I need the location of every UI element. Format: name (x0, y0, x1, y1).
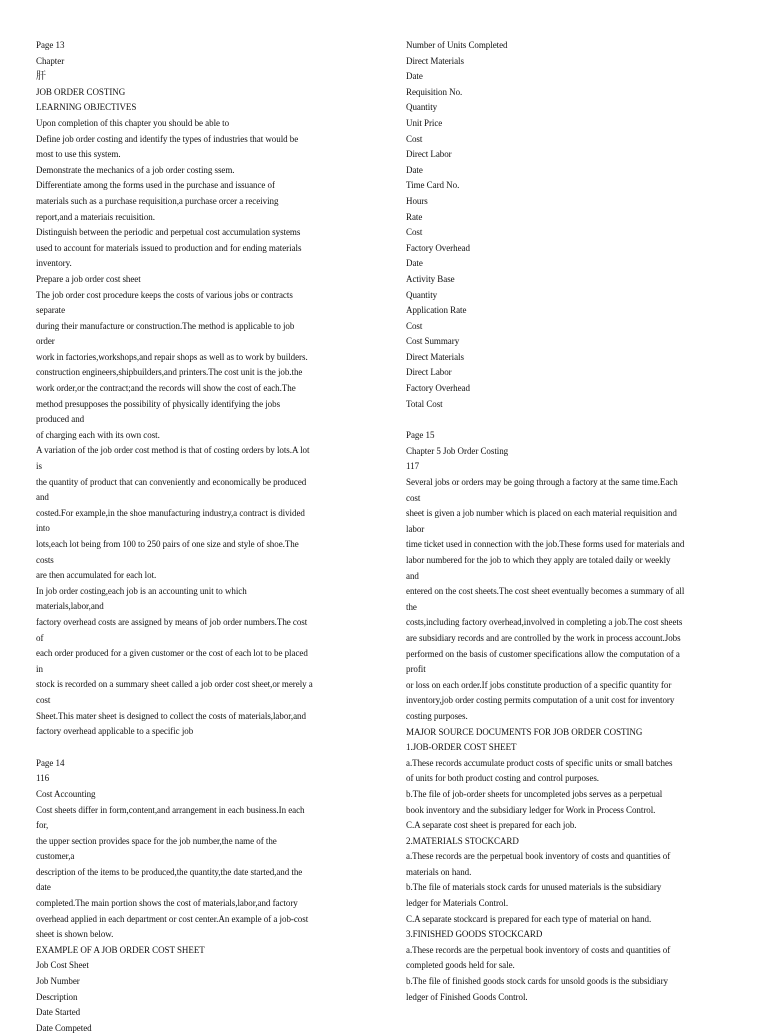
cost-sheet-field: Cost (406, 133, 423, 144)
cost-sheet-field: Activity Base (406, 273, 455, 284)
text-line: labor numbered for the job to which they apply are totaled daily or weekly (406, 555, 671, 565)
text-line: A variation of the job order cost method is that of costing orders by lots.A lot (36, 445, 310, 456)
text-line: Page 15 (406, 430, 435, 441)
text-line: into (36, 523, 50, 534)
text-line: of (36, 632, 44, 643)
text-line: Description (36, 991, 78, 1002)
text-line: profit (406, 664, 426, 675)
text-line: b.The file of finished goods stock cards for unsold goods is the subsidiary (406, 976, 668, 987)
text-line: description of the items to be produced,the quantity,the date started,and the (36, 866, 303, 877)
text-line: Chapter 5 Job Order Costing (406, 445, 509, 456)
text-line: Date Started (36, 1007, 81, 1018)
text-line: is (36, 461, 42, 472)
cost-sheet-field: Direct Materials (406, 351, 464, 362)
text-line: In job order costing,each job is an accounting unit to which (36, 585, 247, 596)
text-line: factory overhead costs are assigned by means of job order numbers.The cost (36, 616, 308, 627)
text-line: completed goods held for sale. (406, 960, 515, 971)
cost-sheet-field: Date (406, 258, 423, 269)
text-line: costing purposes. (406, 710, 468, 721)
text-line: date (36, 882, 51, 893)
text-line: 3.FINISHED GOODS STOCKCARD (406, 929, 543, 940)
text-line: separate (36, 305, 66, 316)
cost-sheet-field: Date (406, 164, 423, 175)
chapter-glyph: 肝 (36, 71, 46, 83)
text-line: C.A separate cost sheet is prepared for each job. (406, 820, 577, 831)
cost-sheet-field: Requisition No. (406, 86, 463, 97)
cost-sheet-field-list (406, 38, 734, 412)
cost-sheet-field: Cost (406, 227, 423, 238)
cost-sheet-field: Cost (406, 320, 423, 331)
text-line: of charging each with its own cost. (36, 429, 160, 440)
chapter-title: JOB ORDER COSTING (36, 86, 126, 97)
text-line: entered on the cost sheets.The cost sheet eventually becomes a summary of all (406, 586, 685, 597)
text-line: inventory,job order costing permits computation of a unit cost for inventory (406, 695, 675, 706)
text-line: Differentiate among the forms used in the purchase and issuance of (36, 180, 275, 191)
cost-sheet-field: Quantity (406, 102, 438, 113)
text-line: Sheet.This mater sheet is designed to collect the costs of materials,labor,and (36, 710, 306, 721)
text-line: are then accumulated for each lot. (36, 570, 157, 581)
cost-sheet-field: Direct Materials (406, 55, 464, 66)
text-line: factory overhead applicable to a specific job (36, 726, 194, 737)
text-line: 116 (36, 773, 50, 784)
text-line: work order,or the contract;and the records will show the cost of each.The (36, 383, 296, 394)
text-line: costs (36, 554, 54, 565)
text-line: and (36, 492, 49, 503)
text-line: or loss on each order.If jobs constitute production of a specific quantity for (406, 679, 672, 690)
text-line: and (406, 570, 419, 581)
text-line: 2.MATERIALS STOCKCARD (406, 835, 519, 846)
cost-sheet-field: Factory Overhead (406, 242, 470, 253)
text-line: materials on hand. (406, 866, 472, 877)
text-line: time ticket used in connection with the job.These forms used for materials and (406, 539, 685, 550)
text-line: Cost sheets differ in form,content,and arrangement in each business.In each (36, 804, 305, 815)
text-line: report,and a materiais recuisition. (36, 211, 155, 222)
text-line: customer,a (36, 851, 75, 862)
cost-sheet-field: Quantity (406, 289, 438, 300)
right-column (406, 38, 734, 1005)
cost-sheet-field: Date (406, 71, 423, 82)
text-line: overhead applied in each department or cost center.An example of a job-cost (36, 913, 309, 924)
text-line: stock is recorded on a summary sheet called a job order cost sheet,or merely a (36, 679, 313, 690)
text-line: inventory. (36, 258, 72, 269)
text-line: completed.The main portion shows the cost of materials,labor,and factory (36, 898, 298, 909)
text-line: costs,including factory overhead,involved in completing a job.The cost sheets (406, 617, 683, 628)
page-separator (406, 412, 734, 428)
cost-sheet-field: Rate (406, 211, 423, 222)
cost-sheet-field: Time Card No. (406, 180, 460, 191)
section-heading: LEARNING OBJECTIVES (36, 102, 137, 113)
text-line: costed.For example,in the shoe manufacturing industry,a contract is divided (36, 507, 305, 518)
text-line: of units for both product costing and control purposes. (406, 773, 599, 784)
text-line: used to account for materials issued to production and for ending materials (36, 242, 302, 253)
text-line: the (406, 601, 417, 612)
text-line: cost (36, 694, 51, 705)
text-line: a.These records are the perpetual book inventory of costs and quantities of (406, 944, 671, 955)
text-line: Job Cost Sheet (36, 960, 89, 971)
text-line: 117 (406, 461, 420, 472)
cost-sheet-field: Hours (406, 195, 428, 206)
text-line: MAJOR SOURCE DOCUMENTS FOR JOB ORDER COSTING (406, 726, 643, 737)
text-line: Date Competed (36, 1022, 92, 1033)
text-line: labor (406, 523, 425, 534)
text-line: ledger of Finished Goods Control. (406, 991, 528, 1002)
text-line: materials,labor,and (36, 601, 104, 612)
text-line: EXAMPLE OF A JOB ORDER COST SHEET (36, 944, 205, 955)
text-line: a.These records accumulate product costs of specific units or small batches (406, 757, 673, 768)
cost-sheet-field: Cost Summary (406, 336, 460, 347)
text-line: cost (406, 492, 421, 503)
text-line: a.These records are the perpetual book inventory of costs and quantities of (406, 851, 671, 862)
cost-sheet-field: Total Cost (406, 398, 443, 409)
cost-sheet-field: Unit Price (406, 117, 443, 128)
text-line: produced and (36, 414, 85, 425)
text-line: the quantity of product that can conveniently and economically be produced (36, 476, 307, 487)
text-line: for, (36, 820, 49, 831)
text-line: Several jobs or orders may be going through a factory at the same time.Each (406, 477, 678, 488)
cost-sheet-field: Number of Units Completed (406, 40, 508, 50)
text-line: in (36, 663, 43, 674)
text-line: order (36, 336, 55, 347)
text-line: Prepare a job order cost sheet (36, 273, 141, 284)
text-line: sheet is shown below. (36, 929, 114, 940)
text-line: The job order cost procedure keeps the costs of various jobs or contracts (36, 289, 293, 300)
page-separator (36, 740, 356, 756)
text-line: performed on the basis of customer specifications allow the computation of a (406, 648, 680, 659)
text-line: C.A separate stockcard is prepared for each type of material on hand. (406, 913, 652, 924)
text-line: construction engineers,shipbuilders,and printers.The cost unit is the job.the (36, 367, 303, 378)
text-line: each order produced for a given customer or the cost of each lot to be placed (36, 648, 308, 659)
page-number: Page 13 (36, 40, 65, 50)
text-line: Upon completion of this chapter you should be able to (36, 117, 230, 128)
text-line: Cost Accounting (36, 788, 96, 799)
chapter-label: Chapter (36, 55, 65, 66)
text-line: method presupposes the possibility of physically identifying the jobs (36, 398, 281, 409)
text-line: Distinguish between the periodic and perpetual cost accumulation systems (36, 227, 301, 238)
text-line: Demonstrate the mechanics of a job order costing ssem. (36, 164, 235, 175)
text-line: book inventory and the subsidiary ledger for Work in Process Control. (406, 804, 656, 815)
text-line: materials such as a purchase requisition,a purchase orcer a receiving (36, 195, 279, 206)
cost-sheet-field: Direct Labor (406, 367, 452, 378)
text-line: lots,each lot being from 100 to 250 pairs of one size and style of shoe.The (36, 539, 299, 549)
text-line: Job Number (36, 976, 80, 987)
page-15-body (406, 428, 734, 1005)
text-line: ledger for Materials Control. (406, 898, 509, 909)
text-line: Define job order costing and identify the types of industries that would be (36, 133, 299, 144)
cost-sheet-field: Factory Overhead (406, 383, 470, 394)
text-line: most to use this system. (36, 149, 121, 160)
text-line: 1.JOB-ORDER COST SHEET (406, 742, 517, 753)
left-column (36, 38, 356, 1036)
cost-sheet-field: Application Rate (406, 305, 467, 316)
text-line: are subsidiary records and are controlled by the work in process account.Jobs (406, 632, 681, 643)
page-13-header (36, 38, 356, 116)
cost-sheet-field: Direct Labor (406, 149, 452, 160)
text-line: Page 14 (36, 757, 65, 768)
text-line: sheet is given a job number which is placed on each material requisition and (406, 508, 677, 519)
page-13-body (36, 116, 356, 740)
text-line: during their manufacture or construction.The method is applicable to job (36, 320, 295, 331)
text-line: b.The file of job-order sheets for uncompleted jobs serves as a perpetual (406, 788, 663, 799)
page-14-body (36, 756, 356, 1036)
text-line: b.The file of materials stock cards for unused materials is the subsidiary (406, 882, 662, 893)
text-line: work in factories,workshops,and repair shops as well as to work by builders. (36, 351, 308, 362)
text-line: the upper section provides space for the job number,the name of the (36, 835, 277, 846)
